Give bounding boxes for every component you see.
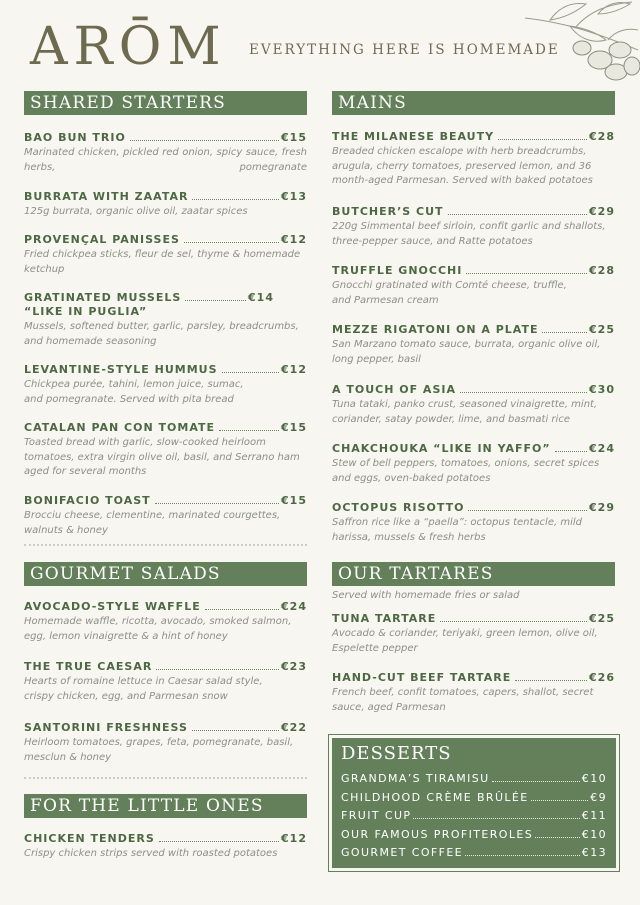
item-name: HAND-CUT BEEF TARTARE bbox=[332, 671, 512, 684]
section-title-little-ones: FOR THE LITTLE ONES bbox=[24, 794, 307, 818]
dessert-item bbox=[341, 770, 607, 789]
menu-item bbox=[332, 383, 615, 427]
item-name: CHAKCHOUKA “LIKE IN YAFFO” bbox=[332, 442, 551, 455]
item-price: €25 bbox=[589, 323, 615, 336]
item-subtitle: “LIKE IN PUGLIA” bbox=[24, 305, 148, 318]
item-price: €15 bbox=[281, 131, 307, 144]
divider bbox=[24, 544, 307, 546]
menu-item bbox=[24, 291, 307, 349]
item-description: French beef, confit tomatoes, capers, shallot, secret sauce, aged Parmesan bbox=[332, 687, 594, 713]
menu-item bbox=[24, 131, 307, 175]
item-description: Stew of bell peppers, tomatoes, onions, secret spices and eggs, oven-baked potatoes bbox=[332, 458, 600, 484]
item-name: CHICKEN TENDERS bbox=[24, 832, 155, 845]
dessert-item bbox=[341, 789, 607, 808]
divider bbox=[24, 777, 307, 779]
item-price: €26 bbox=[589, 671, 615, 684]
item-name: GOURMET COFFEE bbox=[341, 846, 464, 859]
item-name: THE TRUE CAESAR bbox=[24, 660, 153, 673]
item-description: Crispy chicken strips served with roasted potatoes bbox=[24, 848, 278, 859]
item-name: BAO BUN TRIO bbox=[24, 131, 126, 144]
item-description: 125g burrata, organic olive oil, zaatar spices bbox=[24, 206, 248, 217]
item-price: €23 bbox=[281, 660, 307, 673]
menu-item bbox=[24, 363, 307, 407]
item-price: €9 bbox=[590, 790, 607, 804]
menu-item bbox=[24, 233, 307, 277]
item-price: €13 bbox=[281, 190, 307, 203]
item-description: 220g Simmental beef sirloin, confit garlic and shallots, three-pepper sauce, and Ratte potatoes bbox=[332, 221, 606, 247]
brand-logo: ARŌM bbox=[30, 17, 227, 77]
item-price: €14 bbox=[248, 291, 274, 304]
item-description: Toasted bread with garlic, slow-cooked heirloom tomatoes, extra virgin olive oil, basil, and Serrano ham aged for several months bbox=[24, 437, 300, 478]
item-price: €22 bbox=[281, 721, 307, 734]
menu-item bbox=[24, 660, 307, 704]
item-price: €13 bbox=[581, 846, 607, 859]
item-name: SANTORINI FRESHNESS bbox=[24, 721, 188, 734]
item-price: €25 bbox=[589, 612, 615, 625]
menu-item bbox=[24, 832, 307, 862]
item-description: Gnocchi gratinated with Comté cheese, truffle, and Parmesan cream bbox=[332, 280, 567, 306]
section-title-gourmet-salads: GOURMET SALADS bbox=[24, 562, 307, 586]
dessert-item bbox=[341, 826, 607, 845]
menu-item bbox=[332, 501, 615, 545]
item-price: €28 bbox=[589, 264, 615, 277]
item-name: THE MILANESE BEAUTY bbox=[332, 130, 495, 143]
item-description: Hearts of romaine lettuce in Caesar salad style, crispy chicken, egg, and Parmesan snow bbox=[24, 676, 263, 702]
tartares-note: Served with homemade fries or salad bbox=[332, 590, 520, 601]
item-description: Brocciu cheese, clementine, marinated courgettes, walnuts & honey bbox=[24, 510, 281, 536]
item-name: GRATINATED MUSSELS bbox=[24, 291, 182, 304]
item-price: €15 bbox=[281, 421, 307, 434]
item-description: Mussels, softened butter, garlic, parsley, breadcrumbs, and homemade seasoning bbox=[24, 321, 299, 347]
item-description: Homemade waffle, ricotta, avocado, smoked salmon, egg, lemon vinaigrette & a hint of honey bbox=[24, 616, 292, 642]
menu-item bbox=[24, 494, 307, 538]
item-name: GRANDMA’S TIRAMISU bbox=[341, 772, 490, 785]
olive-branch-icon bbox=[520, 0, 640, 92]
item-name: AVOCADO-STYLE WAFFLE bbox=[24, 600, 201, 613]
item-name: CHILDHOOD CRÈME BRÛLÉE bbox=[341, 790, 529, 804]
menu-item bbox=[332, 323, 615, 367]
item-description: Saffron rice like a “paella”: octopus tentacle, mild harissa, mussels & fresh herbs bbox=[332, 517, 582, 543]
item-name: OUR FAMOUS PROFITEROLES bbox=[341, 827, 534, 841]
menu-item bbox=[24, 721, 307, 765]
item-description: Breaded chicken escalope with herb breadcrumbs, arugula, cherry tomatoes, preserved lemon, and 36 month-aged Parmesan. Served with baked potatoes bbox=[332, 146, 593, 187]
menu-item bbox=[332, 442, 615, 486]
item-name: PROVENÇAL PANISSES bbox=[24, 233, 180, 246]
item-description: Heirloom tomatoes, grapes, feta, pomegranate, basil, mesclun & honey bbox=[24, 737, 294, 763]
menu-item bbox=[24, 600, 307, 644]
section-title-desserts: DESSERTS bbox=[341, 743, 452, 764]
item-name: TRUFFLE GNOCCHI bbox=[332, 264, 463, 277]
item-description: Fried chickpea sticks, fleur de sel, thyme & homemade ketchup bbox=[24, 249, 301, 275]
section-title-mains: MAINS bbox=[332, 91, 615, 115]
menu-item bbox=[332, 612, 615, 656]
item-name: FRUIT CUP bbox=[341, 809, 412, 822]
item-description: Tuna tataki, panko crust, seasoned vinaigrette, mint, coriander, satay powder, lime, and basmati rice bbox=[332, 399, 598, 425]
item-description: San Marzano tomato sauce, burrata, organic olive oil, long pepper, basil bbox=[332, 339, 601, 365]
dessert-item bbox=[341, 844, 607, 863]
dessert-item bbox=[341, 807, 607, 826]
item-name: MEZZE RIGATONI ON A PLATE bbox=[332, 323, 539, 336]
item-description: Chickpea purée, tahini, lemon juice, sumac, and pomegranate. Served with pita bread bbox=[24, 379, 244, 405]
tagline: EVERYTHING HERE IS HOMEMADE bbox=[249, 42, 560, 58]
item-name: TUNA TARTARE bbox=[332, 612, 437, 625]
item-price: €12 bbox=[281, 363, 307, 376]
menu-item bbox=[332, 130, 615, 189]
item-name: CATALAN PAN CON TOMATE bbox=[24, 421, 215, 434]
item-price: €11 bbox=[581, 809, 607, 822]
item-price: €24 bbox=[281, 600, 307, 613]
item-name: OCTOPUS RISOTTO bbox=[332, 501, 465, 514]
item-description: Avocado & coriander, teriyaki, green lemon, olive oil, Espelette pepper bbox=[332, 628, 598, 654]
item-name: BURRATA WITH ZAATAR bbox=[24, 190, 189, 203]
item-name: LEVANTINE-STYLE HUMMUS bbox=[24, 363, 218, 376]
section-title-shared-starters: SHARED STARTERS bbox=[24, 91, 307, 115]
item-description: Marinated chicken, pickled red onion, spicy sauce, fresh herbs, pomegranate bbox=[24, 147, 307, 173]
item-price: €10 bbox=[581, 772, 607, 785]
item-price: €10 bbox=[581, 827, 607, 841]
item-price: €24 bbox=[589, 442, 615, 455]
menu-item bbox=[24, 421, 307, 480]
menu-item bbox=[332, 671, 615, 715]
section-title-tartares: OUR TARTARES bbox=[332, 562, 615, 586]
item-price: €29 bbox=[589, 501, 615, 514]
item-price: €15 bbox=[281, 494, 307, 507]
menu-item bbox=[24, 190, 307, 220]
item-price: €12 bbox=[281, 832, 307, 845]
item-price: €29 bbox=[589, 205, 615, 218]
item-price: €30 bbox=[589, 383, 615, 396]
item-price: €12 bbox=[281, 233, 307, 246]
menu-item bbox=[332, 264, 615, 308]
item-name: A TOUCH OF ASIA bbox=[332, 383, 456, 396]
item-name: BUTCHER’S CUT bbox=[332, 205, 444, 218]
menu-item bbox=[332, 205, 615, 249]
item-name: BONIFACIO TOAST bbox=[24, 494, 151, 507]
desserts-box bbox=[328, 734, 620, 872]
item-price: €28 bbox=[589, 130, 615, 143]
